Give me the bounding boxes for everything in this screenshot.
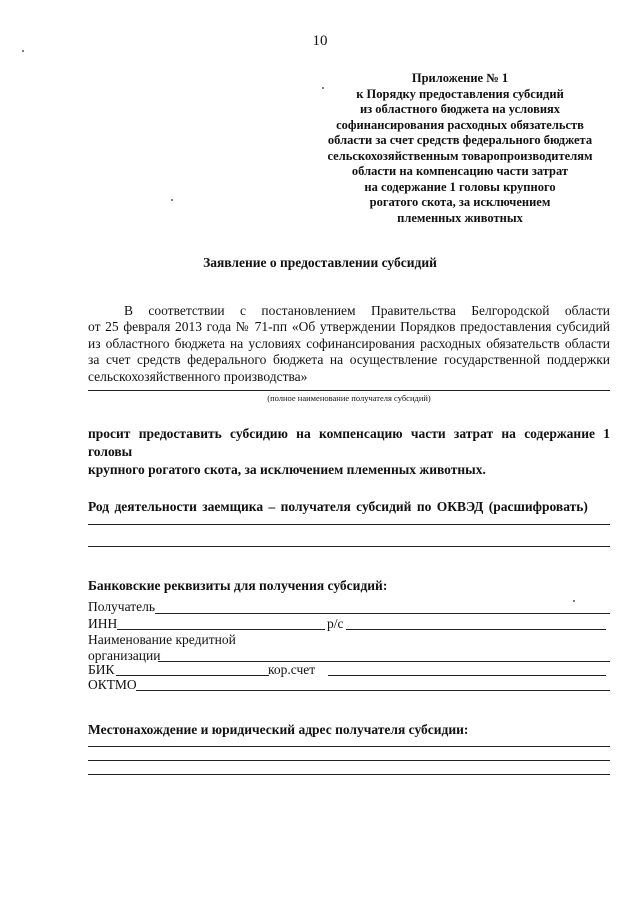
appendix-line: племенных животных [397,210,523,225]
oktmo-label: ОКТМО [88,677,137,692]
appendix-line: из областного бюджета на условиях [359,102,561,116]
scan-speck [322,87,324,89]
okved-line-1[interactable] [88,524,610,525]
address-heading: Местонахождение и юридический адрес получателя субсидии: [88,722,469,737]
credit-org-label-2: организации [88,648,161,663]
account-label: р/с [327,616,344,631]
bik-field[interactable] [116,675,269,676]
address-line-2[interactable] [88,760,610,761]
appendix-line: на содержание 1 головы крупного [364,179,556,194]
corr-account-field[interactable] [328,675,606,676]
okved-heading: Род деятельности заемщика – получателя субсидий по ОКВЭД (расшифровать) [88,499,588,514]
address-line-1[interactable] [88,746,610,747]
oktmo-field[interactable] [136,690,610,691]
bik-label: БИК [88,662,115,677]
okved-line-2[interactable] [88,546,610,547]
recipient-caption: (полное наименование получателя субсидий) [267,393,431,403]
paragraph-line: из областного бюджета на условиях софинансирования расходных обязательств области [88,335,610,351]
request-line: крупного рогатого скота, за исключением племенных животных. [88,462,486,477]
appendix-header [300,71,620,226]
appendix-line: рогатого скота, за исключением [369,195,551,209]
bank-heading: Банковские реквизиты для получения субсидий: [88,578,388,593]
recipient-name-line[interactable] [88,390,610,391]
account-field[interactable] [346,629,606,630]
credit-org-label: Наименование кредитной [88,632,236,647]
appendix-line: области за счет средств федерального бюджета [327,133,593,147]
appendix-line: к Порядку предоставления субсидий [356,86,564,101]
inn-field[interactable] [117,629,325,630]
paragraph-line: от 25 февраля 2013 года № 71-пп «Об утверждении Порядков предоставления субсидий [88,319,610,335]
paragraph-line: сельскохозяйственного производства» [88,368,308,384]
credit-org-field[interactable] [158,661,610,662]
inn-label: ИНН [88,616,118,631]
page-number: 10 [312,33,328,49]
corr-account-label: кор.счет [268,662,316,677]
recipient-field[interactable] [155,613,610,614]
paragraph-line: В соответствии с постановлением Правительства Белгородской области [124,303,610,318]
appendix-line: софинансирования расходных обязательств [336,117,584,132]
scan-speck [573,600,575,602]
address-line-3[interactable] [88,774,610,775]
appendix-line: Приложение № 1 [411,71,509,85]
request-line: просит предоставить субсидию на компенсацию части затрат на содержание 1 головы [88,426,610,459]
appendix-line: области на компенсацию части затрат [351,164,569,178]
recipient-label: Получатель [88,599,156,614]
scan-speck [171,199,173,201]
appendix-line: сельскохозяйственным товаропроизводителям [327,148,593,163]
paragraph-line: за счет средств федерального бюджета на осуществление государственной поддержки [88,352,610,368]
document-title: Заявление о предоставлении субсидий [203,255,437,270]
request-text [88,425,610,479]
scan-speck [22,50,24,52]
intro-paragraph [88,303,610,385]
